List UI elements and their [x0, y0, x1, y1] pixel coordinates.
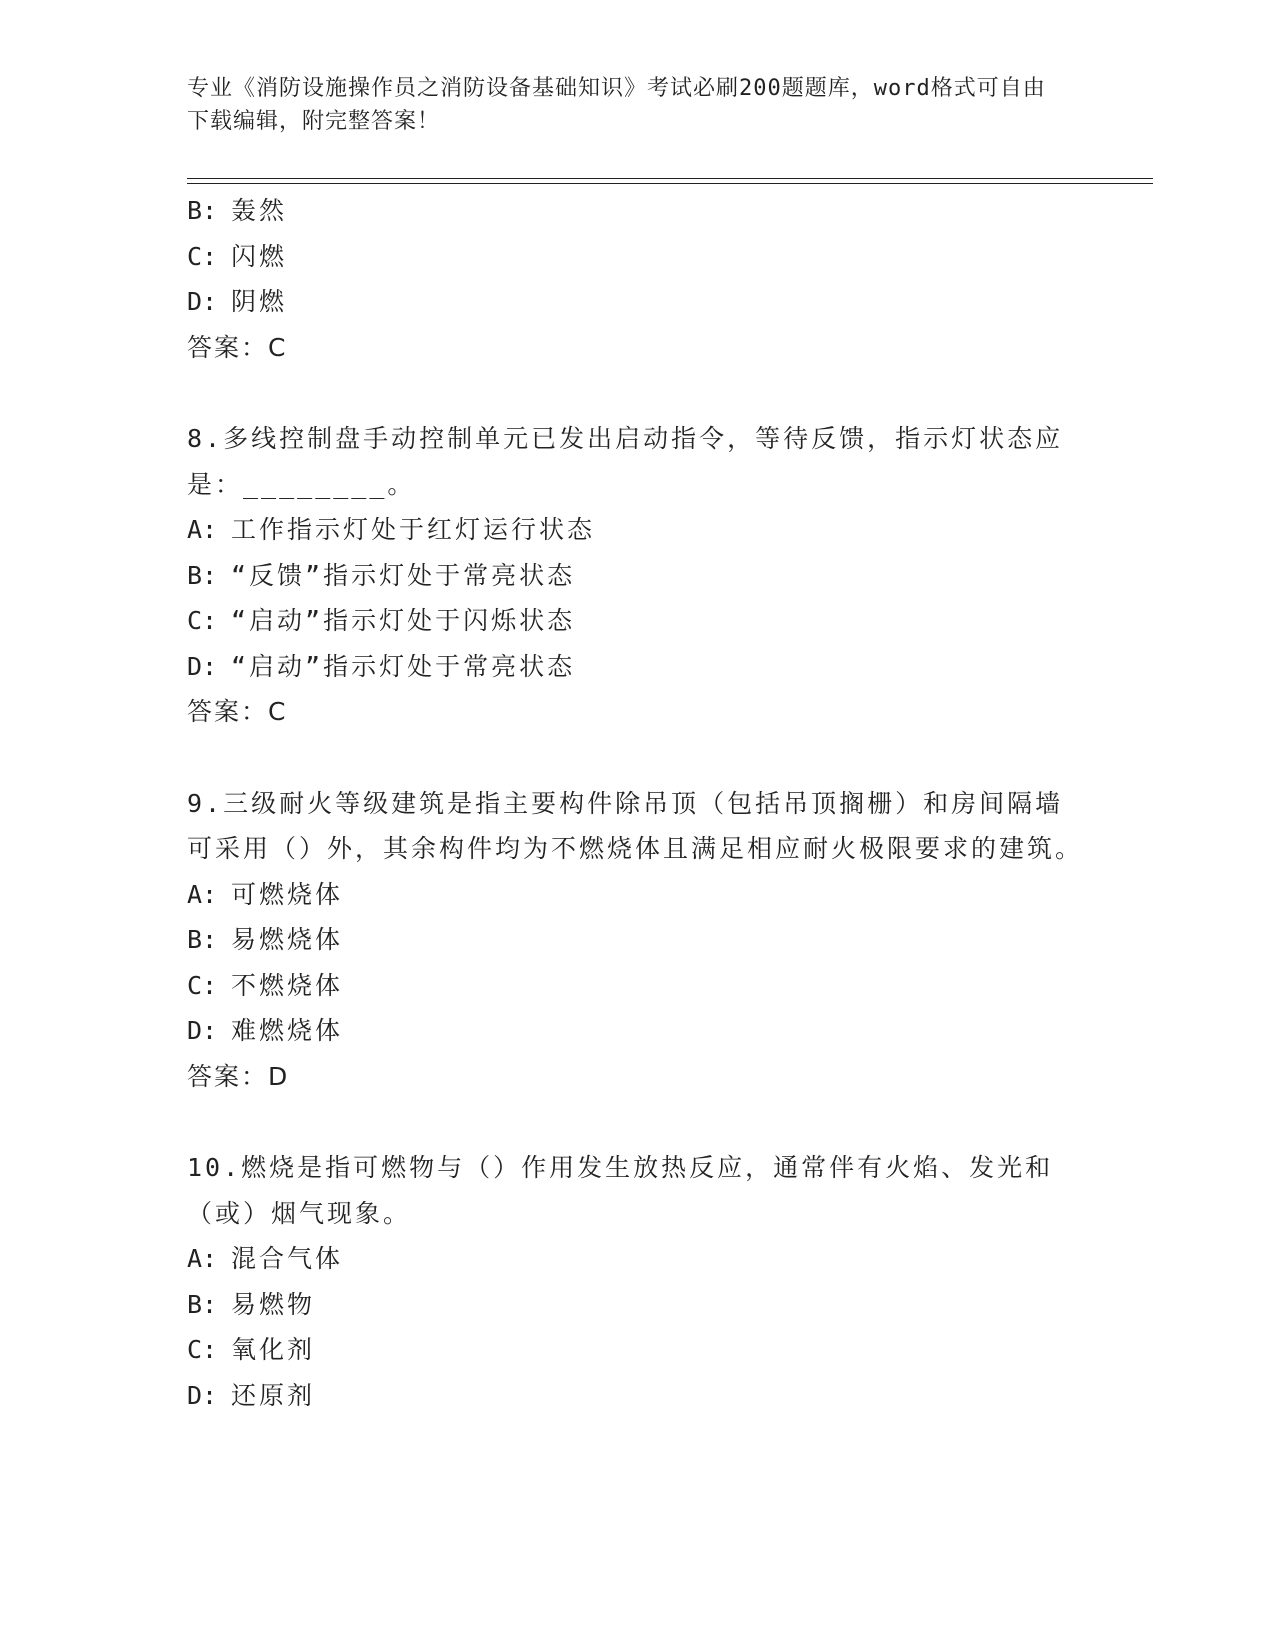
question-text: 9.三级耐火等级建筑是指主要构件除吊顶（包括吊顶搁栅）和房间隔墙可采用（）外，其余构件均为不燃烧体且满足相应耐火极限要求的建筑。 — [187, 788, 1084, 863]
option-text: 可燃烧体 — [231, 879, 344, 909]
option-text: 氧化剂 — [231, 1335, 316, 1364]
spacer — [187, 370, 1087, 416]
header-rule-top — [187, 178, 1153, 179]
question-7 — [187, 188, 1087, 370]
option-label: C: — [187, 606, 218, 635]
option-text: “启动”指示灯处于常亮状态 — [231, 651, 576, 681]
option-text: 难燃烧体 — [231, 1016, 344, 1045]
answer-line: 答案：C — [187, 697, 288, 726]
option-c — [187, 963, 1087, 1009]
option-text: 轰然 — [231, 196, 288, 225]
option-text: “反馈”指示灯处于常亮状态 — [231, 560, 576, 590]
option-text: 不燃烧体 — [231, 970, 344, 1000]
option-d — [187, 1373, 1087, 1419]
option-text: 工作指示灯处于红灯运行状态 — [231, 515, 596, 544]
option-text: 还原剂 — [231, 1380, 316, 1410]
option-a — [187, 872, 1087, 918]
question-9 — [187, 781, 1087, 1100]
option-text: 易燃烧体 — [231, 925, 344, 954]
option-label: A: — [187, 879, 218, 909]
spacer — [187, 735, 1087, 781]
option-text: 混合气体 — [231, 1244, 344, 1273]
option-a — [187, 1236, 1087, 1282]
option-label: C: — [187, 970, 218, 1000]
option-c — [187, 598, 1087, 644]
option-label: A: — [187, 515, 218, 544]
option-label: D: — [187, 287, 218, 316]
option-b — [187, 1282, 1087, 1328]
spacer — [187, 1099, 1087, 1145]
option-label: D: — [187, 1016, 218, 1045]
answer-line: 答案：D — [187, 1061, 290, 1091]
question-text: 8.多线控制盘手动控制单元已发出启动指令，等待反馈，指示灯状态应是：________。 — [187, 424, 1064, 499]
option-a — [187, 507, 1087, 553]
option-text: 易燃物 — [231, 1289, 316, 1319]
option-text: 闪燃 — [231, 241, 288, 271]
option-c — [187, 1327, 1087, 1373]
option-label: C: — [187, 241, 218, 271]
option-c — [187, 234, 1087, 280]
option-label: C: — [187, 1335, 218, 1364]
question-10 — [187, 1145, 1087, 1418]
document-header: 专业《消防设施操作员之消防设备基础知识》考试必刷200题题库，word格式可自由下载编辑，附完整答案！ — [187, 76, 1046, 134]
header-rule-bottom — [187, 183, 1153, 184]
option-d — [187, 644, 1087, 690]
option-b — [187, 188, 1087, 234]
question-content — [187, 188, 1087, 1418]
option-d — [187, 1008, 1087, 1054]
option-text: 阴燃 — [231, 287, 288, 316]
answer-line: 答案：C — [187, 332, 288, 362]
option-label: B: — [187, 925, 218, 954]
option-label: B: — [187, 560, 218, 590]
option-b — [187, 917, 1087, 963]
question-text: 10.燃烧是指可燃物与（）作用发生放热反应，通常伴有火焰、发光和（或）烟气现象。 — [187, 1153, 1054, 1228]
option-label: D: — [187, 651, 218, 681]
option-text: “启动”指示灯处于闪烁状态 — [231, 606, 576, 635]
question-8 — [187, 416, 1087, 735]
option-label: B: — [187, 1289, 218, 1319]
option-d — [187, 279, 1087, 325]
option-label: A: — [187, 1244, 218, 1273]
option-label: B: — [187, 196, 218, 225]
option-b — [187, 553, 1087, 599]
option-label: D: — [187, 1380, 218, 1410]
